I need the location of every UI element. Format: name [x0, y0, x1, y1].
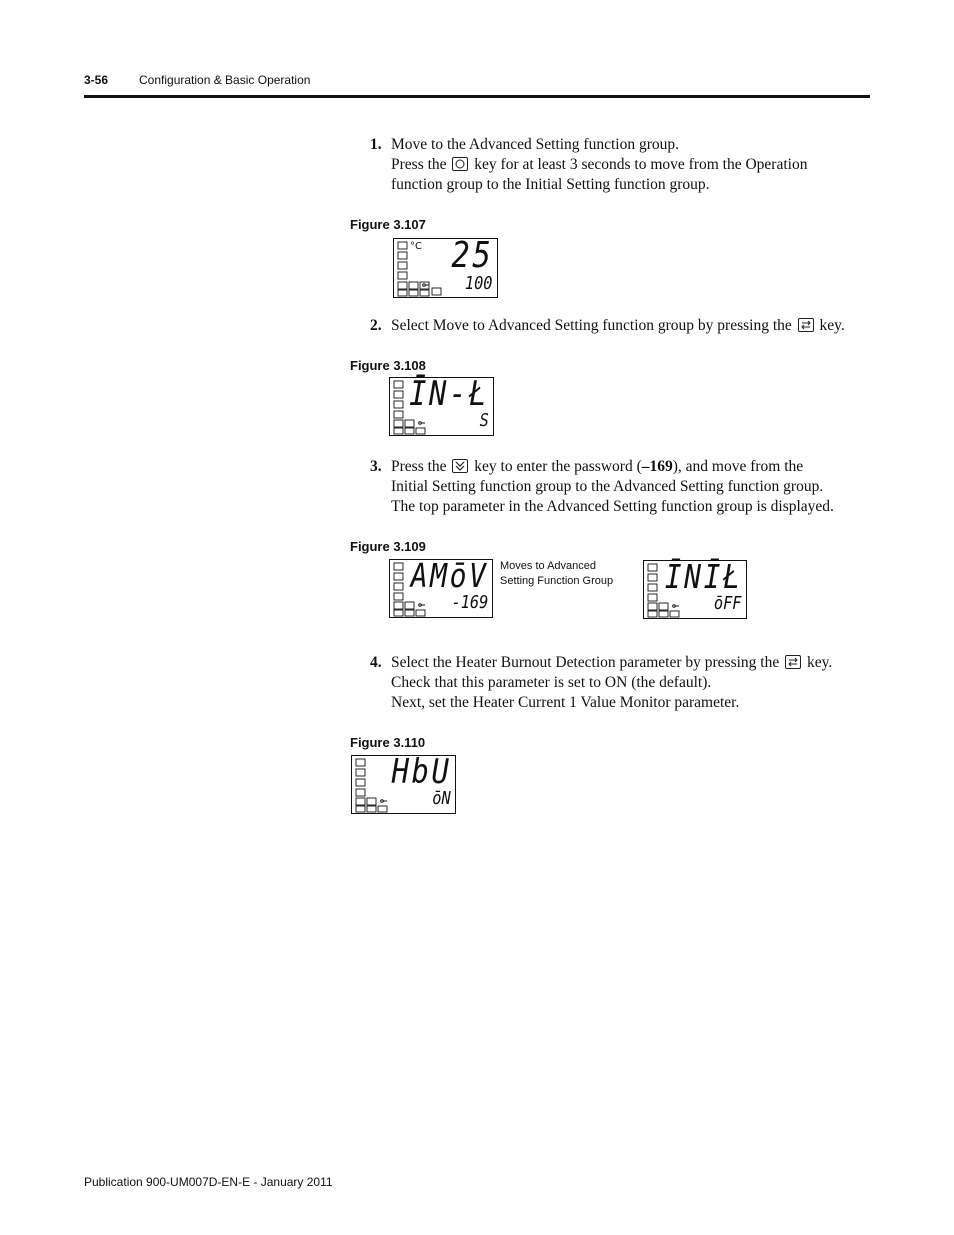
- step-line: The top parameter in the Advanced Setting function group is displayed.: [391, 498, 834, 515]
- circle-key-icon: [452, 157, 468, 171]
- step-line: function group to the Initial Setting function group.: [391, 176, 710, 193]
- step-number: 1.: [370, 136, 382, 153]
- process-value: HbU: [391, 752, 451, 792]
- step-line: Select Move to Advanced Setting function group by pressing the key.: [391, 317, 845, 334]
- controller-display: [351, 752, 456, 814]
- set-value: ōN: [432, 788, 451, 809]
- figure-label: Figure 3.107: [350, 217, 426, 232]
- controller-display: [643, 557, 747, 619]
- password-value: –169: [641, 458, 673, 475]
- unit-label: °C: [410, 241, 422, 252]
- page-number: 3-56: [84, 73, 109, 87]
- publication-footer: Publication 900-UM007D-EN-E - January 2011: [84, 1175, 333, 1189]
- step-number: 3.: [370, 458, 382, 475]
- step-line: Press the key for at least 3 seconds to move from the Operation: [391, 156, 808, 173]
- set-value: ōFF: [714, 593, 742, 614]
- step-line: Initial Setting function group to the Advanced Setting function group.: [391, 478, 824, 495]
- process-value: ĪN-Ł: [409, 374, 489, 414]
- controller-display: [393, 235, 498, 298]
- section-title: Configuration & Basic Operation: [139, 73, 311, 87]
- mode-key-icon: [798, 318, 814, 332]
- step-line: Next, set the Heater Current 1 Value Monitor parameter.: [391, 694, 740, 711]
- set-value: S: [479, 410, 489, 431]
- step-number: 4.: [370, 654, 382, 671]
- down-key-icon: [452, 459, 468, 473]
- process-value: AMōV: [410, 556, 488, 595]
- controller-display: [389, 556, 493, 618]
- transition-caption: Moves to Advanced Setting Function Group: [500, 560, 614, 587]
- process-value: ĪNĪŁ: [664, 557, 742, 596]
- step-line: Check that this parameter is set to ON (the default).: [391, 674, 712, 691]
- mode-key-icon: [785, 655, 801, 669]
- figure-label: Figure 3.110: [350, 735, 426, 750]
- step-line: Select the Heater Burnout Detection parameter by pressing the key.: [391, 654, 833, 671]
- set-value: 100: [465, 273, 493, 294]
- process-value: 25: [451, 235, 493, 276]
- header-rule: [84, 95, 870, 98]
- step-line: Move to the Advanced Setting function group.: [391, 136, 679, 153]
- figure-label: Figure 3.109: [350, 539, 426, 554]
- step-number: 2.: [370, 317, 382, 334]
- controller-display: [389, 374, 494, 436]
- figure-label: Figure 3.108: [350, 358, 426, 373]
- set-value: -169: [451, 592, 488, 613]
- step-line: Press the key to enter the password (–169), and move from the: [391, 458, 804, 475]
